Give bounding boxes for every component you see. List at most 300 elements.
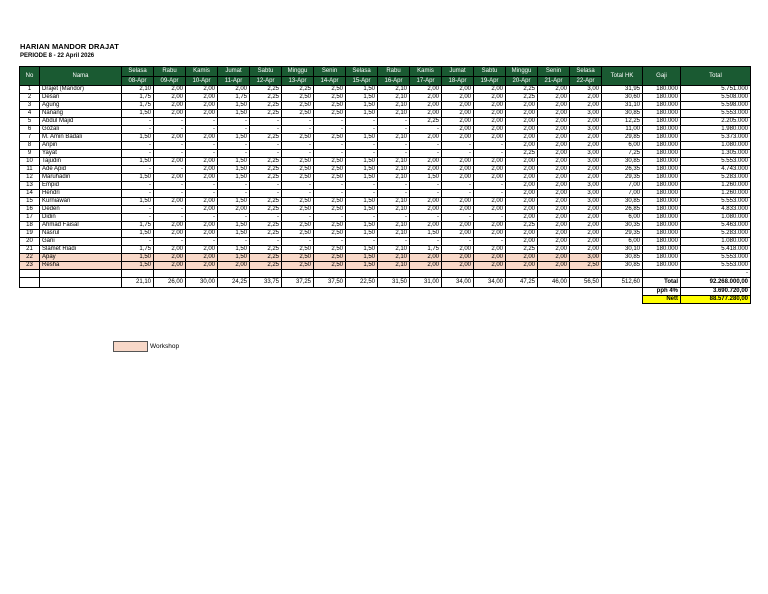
row-day-value: 2,10 xyxy=(378,174,410,182)
blank-cell xyxy=(20,270,40,278)
row-day-value: 2,00 xyxy=(474,94,506,102)
row-day-value: 2,50 xyxy=(314,198,346,206)
row-day-value: 1,50 xyxy=(122,254,154,262)
row-day-value: 2,00 xyxy=(186,246,218,254)
row-day-value: 2,00 xyxy=(186,110,218,118)
row-day-value: 1,50 xyxy=(346,254,378,262)
row-day-value: 2,00 xyxy=(506,158,538,166)
row-day-value: 2,50 xyxy=(282,174,314,182)
row-total: 1.305.000 xyxy=(681,150,751,158)
row-total: 5.553.000 xyxy=(681,254,751,262)
row-day-value: 2,00 xyxy=(186,134,218,142)
row-day-value: 2,00 xyxy=(154,110,186,118)
row-day-value: 2,00 xyxy=(506,230,538,238)
row-day-value: - xyxy=(154,166,186,174)
header-date: 16-Apr xyxy=(378,77,410,86)
row-day-value: 2,25 xyxy=(506,86,538,94)
total-day-value: 33,75 xyxy=(250,278,282,288)
row-total: 5.418.000 xyxy=(681,246,751,254)
header-day: Selasa xyxy=(346,67,378,77)
row-day-value: 2,00 xyxy=(474,206,506,214)
row-day-value: - xyxy=(122,150,154,158)
row-day-value: 1,50 xyxy=(218,102,250,110)
row-name: Kurniawan xyxy=(40,198,122,206)
row-no: 12 xyxy=(20,174,40,182)
row-day-value: 2,00 xyxy=(506,262,538,270)
row-day-value: 2,50 xyxy=(314,110,346,118)
row-day-value: - xyxy=(218,126,250,134)
row-name: Nasrul xyxy=(40,230,122,238)
table-row xyxy=(20,174,751,182)
row-day-value: 2,00 xyxy=(442,94,474,102)
row-day-value: - xyxy=(442,142,474,150)
row-day-value: 2,00 xyxy=(154,230,186,238)
blank-cell xyxy=(122,270,154,278)
pph-value: 3.690.720,00 xyxy=(681,288,751,296)
blank-cell xyxy=(378,270,410,278)
row-total-hk: 30,85 xyxy=(602,158,643,166)
row-day-value: 2,00 xyxy=(474,158,506,166)
row-day-value: 2,00 xyxy=(506,182,538,190)
row-total-hk: 31,95 xyxy=(602,86,643,94)
row-no: 15 xyxy=(20,198,40,206)
row-day-value: 2,00 xyxy=(474,254,506,262)
table-row xyxy=(20,110,751,118)
row-day-value: - xyxy=(122,238,154,246)
row-name: Ahmad Faisal xyxy=(40,222,122,230)
row-day-value: 1,50 xyxy=(122,230,154,238)
row-day-value: 1,75 xyxy=(218,94,250,102)
row-day-value: 2,50 xyxy=(314,230,346,238)
total-day-value: 37,25 xyxy=(282,278,314,288)
row-day-value: 2,00 xyxy=(154,222,186,230)
row-day-value: 1,50 xyxy=(346,158,378,166)
row-day-value: 2,10 xyxy=(378,102,410,110)
row-total-hk: 29,35 xyxy=(602,230,643,238)
table-row xyxy=(20,86,751,94)
row-day-value: 2,00 xyxy=(186,166,218,174)
blank-cell xyxy=(474,270,506,278)
blank-cell xyxy=(218,270,250,278)
table-row xyxy=(20,126,751,134)
table-row xyxy=(20,254,751,262)
nett-spacer xyxy=(20,296,643,304)
row-name: Hendri xyxy=(40,190,122,198)
row-day-value: 2,00 xyxy=(474,262,506,270)
row-day-value: 1,50 xyxy=(346,134,378,142)
row-day-value: - xyxy=(186,182,218,190)
row-day-value: 2,50 xyxy=(282,110,314,118)
total-day-value: 47,25 xyxy=(506,278,538,288)
blank-cell xyxy=(410,270,442,278)
row-day-value: 1,50 xyxy=(218,222,250,230)
row-day-value: 2,50 xyxy=(314,134,346,142)
row-name: Resha xyxy=(40,262,122,270)
row-day-value: 2,25 xyxy=(250,166,282,174)
header-date: 21-Apr xyxy=(538,77,570,86)
row-day-value: 2,00 xyxy=(154,134,186,142)
row-name: Ade Apid xyxy=(40,166,122,174)
row-day-value: - xyxy=(442,182,474,190)
header-day: Rabu xyxy=(154,67,186,77)
row-day-value: 2,00 xyxy=(410,166,442,174)
row-day-value: 2,00 xyxy=(506,206,538,214)
total-day-value: 31,50 xyxy=(378,278,410,288)
row-no: 4 xyxy=(20,110,40,118)
row-day-value: 2,00 xyxy=(506,126,538,134)
row-day-value: - xyxy=(154,142,186,150)
row-day-value: 2,00 xyxy=(474,86,506,94)
row-day-value: 2,50 xyxy=(314,158,346,166)
row-total-hk: 6,00 xyxy=(602,142,643,150)
row-day-value: 2,50 xyxy=(314,262,346,270)
row-day-value: 2,25 xyxy=(250,110,282,118)
row-day-value: - xyxy=(218,238,250,246)
table-row xyxy=(20,158,751,166)
blank-cell xyxy=(346,270,378,278)
row-day-value: 1,50 xyxy=(346,102,378,110)
row-day-value: - xyxy=(250,126,282,134)
row-gaji: 180.000 xyxy=(643,222,681,230)
row-day-value: 2,25 xyxy=(250,206,282,214)
blank-cell xyxy=(538,270,570,278)
row-day-value: 2,00 xyxy=(538,182,570,190)
row-day-value: 2,00 xyxy=(474,222,506,230)
row-day-value: 2,00 xyxy=(474,246,506,254)
total-day-value: 46,00 xyxy=(538,278,570,288)
row-day-value: 1,50 xyxy=(218,158,250,166)
row-total-hk: 30,85 xyxy=(602,110,643,118)
row-day-value: 2,00 xyxy=(506,238,538,246)
row-day-value: 3,00 xyxy=(570,198,602,206)
row-day-value: 2,00 xyxy=(442,118,474,126)
row-day-value: - xyxy=(250,118,282,126)
row-day-value: 2,00 xyxy=(154,262,186,270)
header-day: Jumat xyxy=(442,67,474,77)
row-day-value: - xyxy=(378,238,410,246)
row-gaji: 180.000 xyxy=(643,150,681,158)
pph-row xyxy=(20,288,751,296)
total-day-value: 22,50 xyxy=(346,278,378,288)
table-row xyxy=(20,94,751,102)
row-day-value: 1,50 xyxy=(122,110,154,118)
row-day-value: - xyxy=(378,182,410,190)
row-day-value: - xyxy=(154,238,186,246)
row-name: Nanang xyxy=(40,110,122,118)
legend-label: Workshop xyxy=(150,343,180,350)
total-day-value: 31,00 xyxy=(410,278,442,288)
header-day: Senin xyxy=(538,67,570,77)
row-total-hk: 30,35 xyxy=(602,222,643,230)
row-day-value: 2,10 xyxy=(378,166,410,174)
row-day-value: 2,00 xyxy=(218,86,250,94)
row-day-value: - xyxy=(282,214,314,222)
row-no: 7 xyxy=(20,134,40,142)
row-day-value: 2,00 xyxy=(570,246,602,254)
row-gaji: 180.000 xyxy=(643,198,681,206)
row-day-value: 2,00 xyxy=(570,166,602,174)
totals-row xyxy=(20,278,751,288)
row-day-value: 3,00 xyxy=(570,86,602,94)
row-day-value: - xyxy=(474,142,506,150)
row-gaji: 180.000 xyxy=(643,262,681,270)
row-name: Didin xyxy=(40,214,122,222)
row-gaji: 180.000 xyxy=(643,230,681,238)
table-row xyxy=(20,198,751,206)
row-day-value: 1,50 xyxy=(122,134,154,142)
totals-blank xyxy=(40,278,122,288)
row-day-value: - xyxy=(250,214,282,222)
row-day-value: 3,00 xyxy=(570,190,602,198)
row-day-value: 2,10 xyxy=(378,262,410,270)
row-day-value: - xyxy=(442,214,474,222)
row-no: 22 xyxy=(20,254,40,262)
row-day-value: 2,50 xyxy=(282,262,314,270)
row-total: 4.833.000 xyxy=(681,206,751,214)
row-day-value: - xyxy=(122,142,154,150)
row-no: 8 xyxy=(20,142,40,150)
row-day-value: - xyxy=(314,190,346,198)
row-total: 1.080.000 xyxy=(681,142,751,150)
row-day-value: 2,50 xyxy=(570,262,602,270)
row-day-value: 2,50 xyxy=(282,198,314,206)
row-day-value: - xyxy=(410,126,442,134)
row-day-value: 2,00 xyxy=(538,86,570,94)
row-day-value: - xyxy=(282,126,314,134)
row-day-value: - xyxy=(218,150,250,158)
header-date: 08-Apr xyxy=(122,77,154,86)
row-day-value: 1,50 xyxy=(218,254,250,262)
row-day-value: 1,50 xyxy=(346,198,378,206)
row-total-hk: 7,25 xyxy=(602,150,643,158)
row-day-value: - xyxy=(410,142,442,150)
row-day-value: 2,00 xyxy=(410,254,442,262)
header-total-hk: Total HK xyxy=(602,67,643,86)
row-total: 5.373.000 xyxy=(681,134,751,142)
row-gaji: 180.000 xyxy=(643,110,681,118)
row-day-value: 2,10 xyxy=(378,222,410,230)
row-total: 4.743.000 xyxy=(681,166,751,174)
table-row xyxy=(20,222,751,230)
table-row xyxy=(20,166,751,174)
row-day-value: - xyxy=(378,118,410,126)
row-day-value: 1,50 xyxy=(218,174,250,182)
row-day-value: - xyxy=(474,182,506,190)
row-day-value: - xyxy=(346,142,378,150)
row-total-hk: 11,00 xyxy=(602,126,643,134)
blank-cell xyxy=(154,270,186,278)
row-day-value: - xyxy=(218,190,250,198)
row-day-value: - xyxy=(314,142,346,150)
table-row xyxy=(20,262,751,270)
row-day-value: 2,25 xyxy=(250,230,282,238)
row-day-value: - xyxy=(250,142,282,150)
row-day-value: - xyxy=(314,238,346,246)
row-day-value: 2,00 xyxy=(410,102,442,110)
header-date: 20-Apr xyxy=(506,77,538,86)
row-day-value: 3,00 xyxy=(570,182,602,190)
row-name: Aripin xyxy=(40,142,122,150)
row-day-value: - xyxy=(154,182,186,190)
row-total-hk: 7,00 xyxy=(602,182,643,190)
row-day-value: 2,00 xyxy=(474,174,506,182)
row-day-value: 2,00 xyxy=(474,198,506,206)
row-day-value: 2,00 xyxy=(538,150,570,158)
row-day-value: 2,00 xyxy=(442,102,474,110)
row-day-value: 1,50 xyxy=(346,86,378,94)
row-day-value: 3,00 xyxy=(570,110,602,118)
row-gaji: 180.000 xyxy=(643,190,681,198)
header-day: Kamis xyxy=(410,67,442,77)
row-day-value: 2,50 xyxy=(282,230,314,238)
wage-table xyxy=(19,66,751,304)
row-no: 3 xyxy=(20,102,40,110)
header-date: 22-Apr xyxy=(570,77,602,86)
row-day-value: 2,10 xyxy=(378,86,410,94)
blank-cell xyxy=(186,270,218,278)
row-day-value: 1,75 xyxy=(122,246,154,254)
row-gaji: 180.000 xyxy=(643,174,681,182)
row-day-value: - xyxy=(442,150,474,158)
total-label: Total xyxy=(643,278,681,288)
row-total-hk: 31,10 xyxy=(602,102,643,110)
row-day-value: 2,25 xyxy=(250,174,282,182)
row-day-value: 2,00 xyxy=(570,102,602,110)
row-day-value: - xyxy=(314,214,346,222)
row-day-value: - xyxy=(314,182,346,190)
row-day-value: 2,00 xyxy=(538,110,570,118)
row-day-value: 1,50 xyxy=(346,166,378,174)
row-total-hk: 7,00 xyxy=(602,190,643,198)
row-day-value: 2,00 xyxy=(218,262,250,270)
row-day-value: 2,25 xyxy=(506,246,538,254)
row-day-value: 2,50 xyxy=(314,206,346,214)
row-day-value: 2,10 xyxy=(378,230,410,238)
row-name: Drajet (Mandor) xyxy=(40,86,122,94)
row-day-value: 2,00 xyxy=(410,110,442,118)
header-date: 19-Apr xyxy=(474,77,506,86)
row-day-value: - xyxy=(346,182,378,190)
row-day-value: 2,50 xyxy=(282,166,314,174)
row-day-value: 1,50 xyxy=(346,230,378,238)
row-day-value: 2,50 xyxy=(282,134,314,142)
row-no: 13 xyxy=(20,182,40,190)
row-day-value: 2,25 xyxy=(506,222,538,230)
row-day-value: 2,00 xyxy=(410,262,442,270)
row-day-value: - xyxy=(282,118,314,126)
row-gaji: 180.000 xyxy=(643,94,681,102)
row-day-value: 2,00 xyxy=(154,94,186,102)
blank-cell xyxy=(506,270,538,278)
row-no: 17 xyxy=(20,214,40,222)
row-day-value: 2,00 xyxy=(186,254,218,262)
total-day-value: 37,50 xyxy=(314,278,346,288)
row-day-value: - xyxy=(378,150,410,158)
row-total-hk: 30,85 xyxy=(602,254,643,262)
row-day-value: 2,00 xyxy=(186,206,218,214)
header-total: Total xyxy=(681,67,751,86)
row-day-value: 2,00 xyxy=(538,166,570,174)
row-gaji: 180.000 xyxy=(643,254,681,262)
row-day-value: 2,00 xyxy=(506,118,538,126)
row-total: 5.283.000 xyxy=(681,174,751,182)
row-total-hk: 30,85 xyxy=(602,262,643,270)
row-day-value: 2,00 xyxy=(474,166,506,174)
header-day: Kamis xyxy=(186,67,218,77)
row-no: 23 xyxy=(20,262,40,270)
row-day-value: 2,25 xyxy=(410,118,442,126)
row-day-value: 2,00 xyxy=(442,86,474,94)
row-day-value: 2,10 xyxy=(122,86,154,94)
header-nama: Nama xyxy=(40,67,122,86)
row-day-value: 2,25 xyxy=(250,86,282,94)
row-day-value: 3,00 xyxy=(570,126,602,134)
row-day-value: 2,00 xyxy=(538,262,570,270)
row-day-value: 2,00 xyxy=(538,118,570,126)
row-day-value: - xyxy=(186,118,218,126)
row-day-value: 2,00 xyxy=(154,86,186,94)
row-day-value: - xyxy=(314,118,346,126)
row-day-value: 1,50 xyxy=(346,222,378,230)
row-day-value: - xyxy=(122,126,154,134)
header-gaji: Gaji xyxy=(643,67,681,86)
row-gaji: 180.000 xyxy=(643,206,681,214)
row-day-value: 2,00 xyxy=(570,214,602,222)
row-day-value: 2,00 xyxy=(186,86,218,94)
row-day-value: 2,00 xyxy=(506,254,538,262)
row-day-value: 2,00 xyxy=(538,222,570,230)
row-day-value: - xyxy=(282,142,314,150)
nett-row xyxy=(20,296,751,304)
row-day-value: 2,25 xyxy=(250,198,282,206)
row-day-value: 2,10 xyxy=(378,254,410,262)
row-day-value: 2,25 xyxy=(250,254,282,262)
row-day-value: - xyxy=(154,118,186,126)
row-day-value: 2,50 xyxy=(282,102,314,110)
table-row xyxy=(20,150,751,158)
row-day-value: 2,00 xyxy=(154,198,186,206)
row-day-value: 2,50 xyxy=(282,206,314,214)
row-day-value: - xyxy=(154,190,186,198)
row-day-value: 2,00 xyxy=(186,262,218,270)
row-day-value: - xyxy=(186,190,218,198)
row-day-value: 2,25 xyxy=(250,134,282,142)
row-name: Abdul Majid xyxy=(40,118,122,126)
row-day-value: 2,00 xyxy=(538,134,570,142)
row-day-value: - xyxy=(314,126,346,134)
header-date: 17-Apr xyxy=(410,77,442,86)
row-name: Maruhadin xyxy=(40,174,122,182)
row-total-hk: 6,00 xyxy=(602,214,643,222)
row-day-value: 2,00 xyxy=(474,126,506,134)
row-day-value: - xyxy=(378,126,410,134)
row-day-value: 2,10 xyxy=(378,158,410,166)
row-day-value: 2,00 xyxy=(442,166,474,174)
header-date: 14-Apr xyxy=(314,77,346,86)
row-day-value: 1,75 xyxy=(122,94,154,102)
row-day-value: 2,00 xyxy=(538,158,570,166)
row-day-value: 2,00 xyxy=(538,230,570,238)
row-gaji: 180.000 xyxy=(643,118,681,126)
row-day-value: - xyxy=(186,150,218,158)
row-day-value: - xyxy=(122,182,154,190)
row-day-value: - xyxy=(154,206,186,214)
row-day-value: 2,00 xyxy=(442,198,474,206)
row-day-value: 2,00 xyxy=(506,102,538,110)
row-day-value: 2,25 xyxy=(250,94,282,102)
row-day-value: 2,25 xyxy=(506,150,538,158)
header-day: Minggu xyxy=(282,67,314,77)
